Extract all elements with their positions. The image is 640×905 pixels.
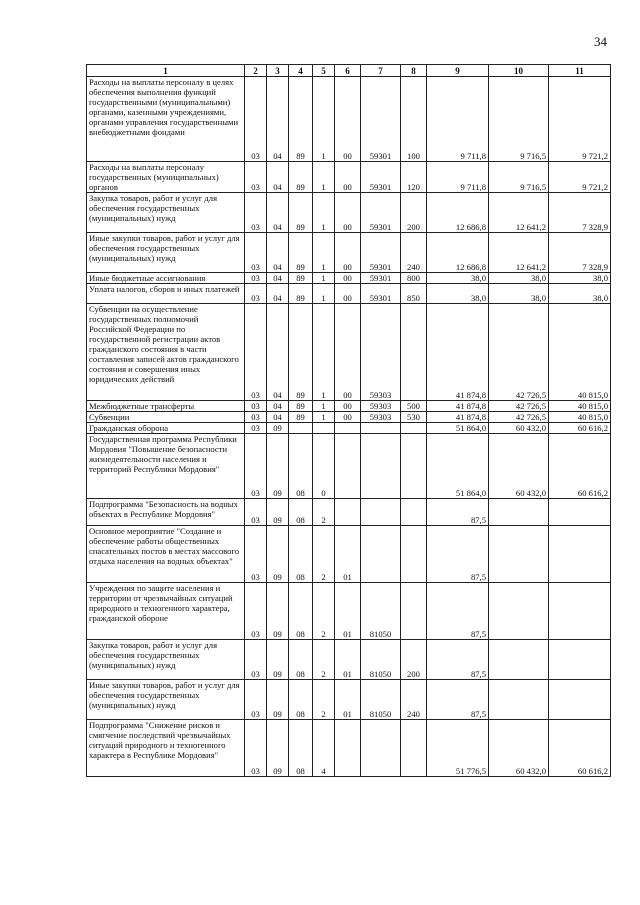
code-subsection: 04 <box>267 193 289 233</box>
code-section: 03 <box>245 233 267 273</box>
amount-year-2 <box>489 499 549 526</box>
table-body <box>87 77 611 777</box>
table-row <box>87 423 611 434</box>
table-row <box>87 193 611 233</box>
code-subsection: 04 <box>267 284 289 304</box>
code-expense-type: 240 <box>401 680 427 720</box>
code-section: 03 <box>245 284 267 304</box>
amount-year-3: 60 616,2 <box>549 423 611 434</box>
code-expense-type: 530 <box>401 412 427 423</box>
code-subprogram: 1 <box>313 284 335 304</box>
amount-year-2 <box>489 526 549 583</box>
code-direction <box>361 434 401 499</box>
code-subprogram: 2 <box>313 499 335 526</box>
code-event <box>335 720 361 777</box>
column-header: 3 <box>267 65 289 77</box>
code-event: 00 <box>335 77 361 162</box>
amount-year-1: 51 864,0 <box>427 423 489 434</box>
amount-year-1: 87,5 <box>427 640 489 680</box>
amount-year-2 <box>489 680 549 720</box>
amount-year-3: 38,0 <box>549 273 611 284</box>
amount-year-3: 40 815,0 <box>549 304 611 401</box>
table-row <box>87 640 611 680</box>
code-direction: 59303 <box>361 412 401 423</box>
code-subprogram: 1 <box>313 193 335 233</box>
column-header: 6 <box>335 65 361 77</box>
code-direction: 81050 <box>361 680 401 720</box>
table-header-row <box>87 65 611 77</box>
code-event <box>335 499 361 526</box>
column-header: 7 <box>361 65 401 77</box>
code-program <box>289 423 313 434</box>
table-row <box>87 77 611 162</box>
amount-year-3 <box>549 640 611 680</box>
amount-year-3: 38,0 <box>549 284 611 304</box>
row-name: Иные закупки товаров, работ и услуг для обеспечения государственных (муниципальных) нужд <box>87 233 245 273</box>
column-header: 9 <box>427 65 489 77</box>
table-row <box>87 499 611 526</box>
code-program: 89 <box>289 162 313 193</box>
column-header: 8 <box>401 65 427 77</box>
code-program: 89 <box>289 304 313 401</box>
amount-year-3: 40 815,0 <box>549 412 611 423</box>
code-section: 03 <box>245 304 267 401</box>
column-header: 10 <box>489 65 549 77</box>
row-name: Подпрограмма "Безопасность на водных объектах в Республике Мордовия" <box>87 499 245 526</box>
code-event: 01 <box>335 583 361 640</box>
code-subsection: 04 <box>267 162 289 193</box>
code-subprogram: 1 <box>313 233 335 273</box>
amount-year-2: 38,0 <box>489 273 549 284</box>
table-row <box>87 583 611 640</box>
row-name: Иные бюджетные ассигнования <box>87 273 245 284</box>
code-program: 89 <box>289 401 313 412</box>
row-name: Подпрограмма "Снижение рисков и смягчение последствий чрезвычайных ситуаций природного и техногенного характера в Республике Мордовия" <box>87 720 245 777</box>
code-subprogram: 0 <box>313 434 335 499</box>
code-expense-type <box>401 720 427 777</box>
amount-year-3: 7 328,9 <box>549 233 611 273</box>
amount-year-1: 12 686,8 <box>427 233 489 273</box>
code-subsection: 09 <box>267 680 289 720</box>
amount-year-1: 51 864,0 <box>427 434 489 499</box>
amount-year-3 <box>549 583 611 640</box>
amount-year-2: 12 641,2 <box>489 233 549 273</box>
code-direction: 59301 <box>361 162 401 193</box>
code-subprogram: 1 <box>313 412 335 423</box>
code-program: 08 <box>289 526 313 583</box>
code-section: 03 <box>245 499 267 526</box>
code-subprogram: 1 <box>313 273 335 284</box>
amount-year-1: 51 776,5 <box>427 720 489 777</box>
code-section: 03 <box>245 423 267 434</box>
code-program: 08 <box>289 434 313 499</box>
amount-year-2: 12 641,2 <box>489 193 549 233</box>
amount-year-1: 38,0 <box>427 284 489 304</box>
code-subsection: 04 <box>267 412 289 423</box>
code-event <box>335 423 361 434</box>
code-expense-type: 100 <box>401 77 427 162</box>
amount-year-3: 60 616,2 <box>549 720 611 777</box>
code-event: 01 <box>335 680 361 720</box>
amount-year-2 <box>489 640 549 680</box>
code-direction: 81050 <box>361 583 401 640</box>
code-direction: 59303 <box>361 304 401 401</box>
code-expense-type: 120 <box>401 162 427 193</box>
amount-year-2: 42 726,5 <box>489 304 549 401</box>
amount-year-3: 40 815,0 <box>549 401 611 412</box>
code-expense-type: 200 <box>401 640 427 680</box>
code-subprogram <box>313 423 335 434</box>
table-row <box>87 162 611 193</box>
column-header: 11 <box>549 65 611 77</box>
table-row <box>87 434 611 499</box>
table-row <box>87 273 611 284</box>
amount-year-3 <box>549 680 611 720</box>
code-expense-type <box>401 304 427 401</box>
code-subsection: 04 <box>267 401 289 412</box>
code-program: 08 <box>289 499 313 526</box>
code-direction <box>361 720 401 777</box>
column-header: 5 <box>313 65 335 77</box>
amount-year-1: 9 711,8 <box>427 77 489 162</box>
code-direction: 59301 <box>361 77 401 162</box>
code-event <box>335 434 361 499</box>
amount-year-3: 9 721,2 <box>549 77 611 162</box>
code-direction <box>361 526 401 583</box>
row-name: Расходы на выплаты персоналу в целях обеспечения выполнения функций государственными (муниципальными) органами, казенными учреждениями, органами управления государственными внебюджетными фондами <box>87 77 245 162</box>
code-program: 08 <box>289 720 313 777</box>
code-direction <box>361 423 401 434</box>
code-section: 03 <box>245 401 267 412</box>
code-expense-type: 800 <box>401 273 427 284</box>
code-program: 89 <box>289 412 313 423</box>
code-subprogram: 1 <box>313 162 335 193</box>
amount-year-3: 7 328,9 <box>549 193 611 233</box>
code-expense-type <box>401 434 427 499</box>
column-header: 1 <box>87 65 245 77</box>
code-expense-type <box>401 499 427 526</box>
code-section: 03 <box>245 162 267 193</box>
code-program: 89 <box>289 273 313 284</box>
row-name: Основное мероприятие "Создание и обеспечение работы общественных спасательных постов в местах массового отдыха населения на водных объектах" <box>87 526 245 583</box>
table-row <box>87 401 611 412</box>
code-program: 89 <box>289 233 313 273</box>
amount-year-1: 9 711,8 <box>427 162 489 193</box>
amount-year-3 <box>549 499 611 526</box>
code-event: 00 <box>335 273 361 284</box>
code-section: 03 <box>245 193 267 233</box>
row-name: Иные закупки товаров, работ и услуг для обеспечения государственных (муниципальных) нужд <box>87 680 245 720</box>
code-subsection: 09 <box>267 499 289 526</box>
budget-table <box>86 64 611 777</box>
amount-year-1: 41 874,8 <box>427 304 489 401</box>
table-row <box>87 680 611 720</box>
code-subsection: 09 <box>267 434 289 499</box>
code-subsection: 09 <box>267 720 289 777</box>
amount-year-2: 60 432,0 <box>489 423 549 434</box>
code-subsection: 04 <box>267 304 289 401</box>
code-event: 00 <box>335 412 361 423</box>
amount-year-3: 9 721,2 <box>549 162 611 193</box>
amount-year-2: 9 716,5 <box>489 162 549 193</box>
code-event: 00 <box>335 401 361 412</box>
code-section: 03 <box>245 412 267 423</box>
code-event: 00 <box>335 162 361 193</box>
code-program: 08 <box>289 680 313 720</box>
code-direction: 59301 <box>361 233 401 273</box>
amount-year-1: 87,5 <box>427 583 489 640</box>
code-direction: 81050 <box>361 640 401 680</box>
code-subprogram: 2 <box>313 526 335 583</box>
code-program: 89 <box>289 77 313 162</box>
code-subsection: 09 <box>267 583 289 640</box>
code-subprogram: 1 <box>313 401 335 412</box>
amount-year-1: 41 874,8 <box>427 412 489 423</box>
code-direction: 59301 <box>361 193 401 233</box>
code-program: 89 <box>289 284 313 304</box>
code-subsection: 04 <box>267 233 289 273</box>
code-event: 00 <box>335 233 361 273</box>
code-section: 03 <box>245 273 267 284</box>
amount-year-1: 87,5 <box>427 680 489 720</box>
code-expense-type <box>401 423 427 434</box>
code-section: 03 <box>245 434 267 499</box>
code-direction: 59301 <box>361 273 401 284</box>
row-name: Субвенции на осуществление государственных полномочий Российской Федерации по государственной регистрации актов гражданского состояния в части составления записей актов гражданского состояния и совершения иных юридических действий <box>87 304 245 401</box>
code-section: 03 <box>245 526 267 583</box>
row-name: Межбюджетные трансферты <box>87 401 245 412</box>
code-expense-type <box>401 583 427 640</box>
code-event: 00 <box>335 193 361 233</box>
row-name: Уплата налогов, сборов и иных платежей <box>87 284 245 304</box>
amount-year-2: 42 726,5 <box>489 412 549 423</box>
code-section: 03 <box>245 77 267 162</box>
table-row <box>87 412 611 423</box>
code-direction <box>361 499 401 526</box>
row-name: Субвенции <box>87 412 245 423</box>
table-row <box>87 720 611 777</box>
code-section: 03 <box>245 640 267 680</box>
row-name: Расходы на выплаты персоналу государственных (муниципальных) органов <box>87 162 245 193</box>
code-subprogram: 4 <box>313 720 335 777</box>
table-row <box>87 284 611 304</box>
code-subsection: 09 <box>267 423 289 434</box>
code-expense-type: 500 <box>401 401 427 412</box>
amount-year-1: 87,5 <box>427 526 489 583</box>
amount-year-2: 38,0 <box>489 284 549 304</box>
code-expense-type: 240 <box>401 233 427 273</box>
code-subprogram: 2 <box>313 680 335 720</box>
amount-year-3: 60 616,2 <box>549 434 611 499</box>
code-subprogram: 2 <box>313 583 335 640</box>
code-subsection: 09 <box>267 526 289 583</box>
amount-year-1: 38,0 <box>427 273 489 284</box>
code-expense-type: 850 <box>401 284 427 304</box>
code-event: 00 <box>335 304 361 401</box>
table-row <box>87 526 611 583</box>
column-header: 2 <box>245 65 267 77</box>
page-number: 34 <box>594 34 607 49</box>
amount-year-2 <box>489 583 549 640</box>
row-name: Учреждения по защите населения и территории от чрезвычайных ситуаций природного и техногенного характера, гражданской обороне <box>87 583 245 640</box>
code-section: 03 <box>245 720 267 777</box>
code-program: 08 <box>289 640 313 680</box>
code-subprogram: 2 <box>313 640 335 680</box>
code-subsection: 04 <box>267 273 289 284</box>
row-name: Гражданская оборона <box>87 423 245 434</box>
column-header: 4 <box>289 65 313 77</box>
row-name: Закупка товаров, работ и услуг для обеспечения государственных (муниципальных) нужд <box>87 640 245 680</box>
amount-year-2: 9 716,5 <box>489 77 549 162</box>
code-subprogram: 1 <box>313 77 335 162</box>
code-event: 01 <box>335 526 361 583</box>
code-subsection: 04 <box>267 77 289 162</box>
code-section: 03 <box>245 680 267 720</box>
code-program: 89 <box>289 193 313 233</box>
row-name: Закупка товаров, работ и услуг для обеспечения государственных (муниципальных) нужд <box>87 193 245 233</box>
code-subprogram: 1 <box>313 304 335 401</box>
code-program: 08 <box>289 583 313 640</box>
code-event: 01 <box>335 640 361 680</box>
amount-year-1: 87,5 <box>427 499 489 526</box>
table-row <box>87 233 611 273</box>
table-row <box>87 304 611 401</box>
amount-year-2: 42 726,5 <box>489 401 549 412</box>
amount-year-2: 60 432,0 <box>489 720 549 777</box>
code-direction: 59301 <box>361 284 401 304</box>
row-name: Государственная программа Республики Мордовия "Повышение безопасности жизнедеятельности населения и территорий Республики Мордовия" <box>87 434 245 499</box>
code-direction: 59303 <box>361 401 401 412</box>
code-section: 03 <box>245 583 267 640</box>
code-expense-type: 200 <box>401 193 427 233</box>
code-event: 00 <box>335 284 361 304</box>
amount-year-3 <box>549 526 611 583</box>
amount-year-1: 12 686,8 <box>427 193 489 233</box>
amount-year-1: 41 874,8 <box>427 401 489 412</box>
code-subsection: 09 <box>267 640 289 680</box>
amount-year-2: 60 432,0 <box>489 434 549 499</box>
code-expense-type <box>401 526 427 583</box>
